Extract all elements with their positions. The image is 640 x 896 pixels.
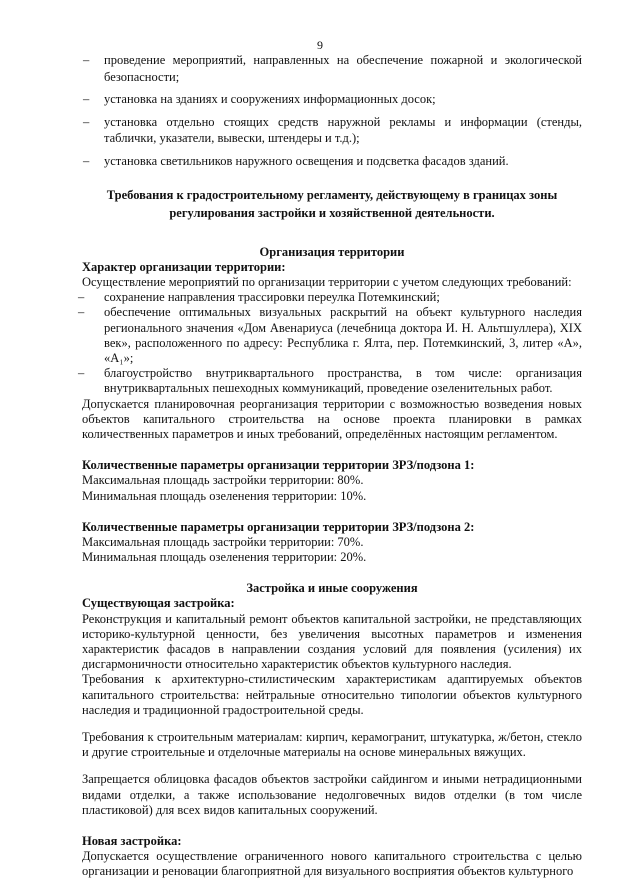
intro-list <box>82 52 582 170</box>
org-heading: Организация территории <box>259 244 405 259</box>
list-dash: – <box>83 92 90 107</box>
params2-min: Минимальная площадь озеленения территории: 20%. <box>82 550 367 565</box>
org-list <box>78 290 582 396</box>
params2-heading: Количественные параметры организации территории ЗРЗ/подзона 2: <box>82 519 475 534</box>
list-dash: – <box>83 53 90 67</box>
params2-max: Максимальная площадь застройки территории: 70%. <box>82 535 364 549</box>
existing-paragraph-1: Реконструкция и капитальный ремонт объектов капитальной застройки, не представляющих историко-культурной ценности, без увеличения высотных параметров и изменения характеристик фасадов в направлении создания условий для появления (усиления) их дисгармоничности относительно характеристик объектов культурного наследия. <box>82 611 582 672</box>
existing-paragraph-2: Требования к архитектурно-стилистическим характеристикам адаптируемых объектов капитального строительства: нейтральные относительно типологии объектов культурного наследия и традиционной градостроительной среды. <box>82 672 582 717</box>
params1-min: Минимальная площадь озеленения территории: 10%. <box>82 488 367 503</box>
list-item <box>78 305 582 366</box>
params1-heading: Количественные параметры организации территории ЗРЗ/подзона 1: <box>82 458 475 473</box>
list-item-text: сохранение направления трассировки переулка Потемкинский; <box>104 290 440 305</box>
main-heading-line-1: Требования к градостроительному регламенту, действующему в границах зоны <box>106 187 558 202</box>
list-dash: – <box>78 366 85 381</box>
page-number: 9 <box>317 38 323 52</box>
list-dash: – <box>83 114 90 129</box>
list-item <box>82 91 582 108</box>
list-item <box>82 153 582 170</box>
org-character-heading: Характер организации территории: <box>82 259 286 274</box>
list-item <box>78 366 582 396</box>
list-item-text: обеспечение оптимальных визуальных раскрытий на объект культурного наследия регионального значения «Дом Авенариуса (лечебница доктора И. Н. Альтшуллера), XIX век», расположенного по адресу: Республика г. Ялта, пер. Потемкинский, 3, литер «А», «А₁»; <box>104 305 582 365</box>
list-item-text: проведение мероприятий, направленных на обеспечение пожарной и экологической безопасности; <box>104 53 582 84</box>
org-paragraph: Допускается планировочная реорганизация территории с возможностью возведения новых объектов капитального строительства на основе проекта планировки в рамках количественных параметров и иных требований, определённых настоящим регламентом. <box>82 396 582 441</box>
page-content <box>78 52 582 880</box>
new-heading: Новая застройка: <box>82 834 182 849</box>
materials-paragraph: Требования к строительным материалам: кирпич, керамогранит, штукатурка, ж/бетон, стекло и другие строительные и отделочные материалы на основе минеральных вяжущих. <box>82 730 582 760</box>
params1-max: Максимальная площадь застройки территории: 80%. <box>82 473 364 488</box>
list-item-text: благоустройство внутриквартального пространства, в том числе: организация внутриквартальных пешеходных коммуникаций, проведение озеленительных работ. <box>104 366 582 396</box>
list-dash: – <box>83 153 90 168</box>
main-heading <box>82 186 582 223</box>
list-item <box>82 114 582 147</box>
list-item-text: установка светильников наружного освещения и подсветка фасадов зданий. <box>104 153 509 168</box>
org-intro: Осуществление мероприятий по организации территории с учетом следующих требований: <box>82 274 572 289</box>
prohibit-paragraph: Запрещается облицовка фасадов объектов застройки сайдингом и иными нетрадиционными видами отделки, а также использование недолговечных видов отделки (в том числе пластиковой) для всех видов капитальных сооружений. <box>82 772 582 817</box>
existing-heading: Существующая застройка: <box>82 596 235 611</box>
list-item-text: установка отдельно стоящих средств наружной рекламы и информации (стенды, таблички, указатели, вывески, штендеры и т.д.); <box>104 114 582 146</box>
build-heading: Застройка и иные сооружения <box>246 581 418 596</box>
list-item-text: установка на зданиях и сооружениях информационных досок; <box>104 92 436 107</box>
new-paragraph: Допускается осуществление ограниченного нового капитального строительства с целью организации и реновации благоприятной для визуального восприятия объектов культурного <box>82 849 582 879</box>
list-item <box>82 52 582 85</box>
list-item <box>78 290 582 305</box>
main-heading-line-2: регулирования застройки и хозяйственной деятельности. <box>169 206 495 221</box>
list-dash: – <box>78 305 85 320</box>
list-dash: – <box>78 290 85 305</box>
